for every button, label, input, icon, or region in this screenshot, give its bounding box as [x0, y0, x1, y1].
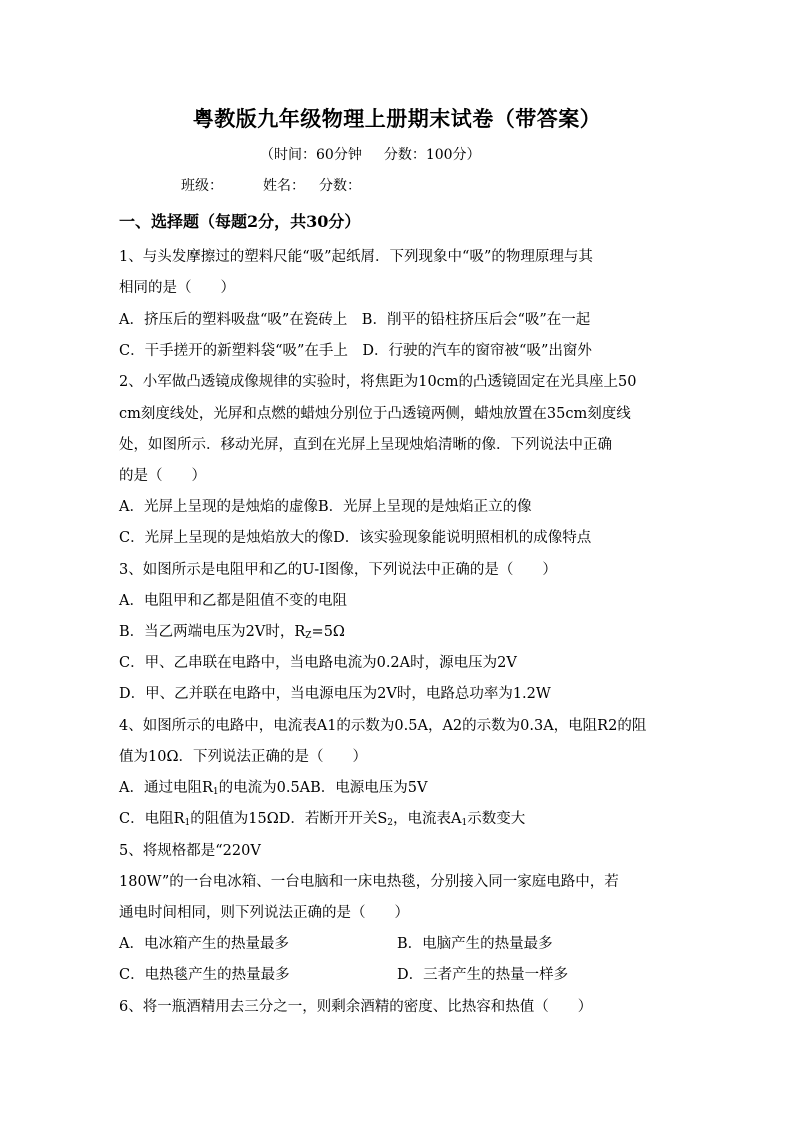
exam-total-score: 分数：100分）	[383, 147, 481, 163]
student-info	[181, 175, 361, 195]
q1-options-cd: C．干手搓开的新塑料袋“吸”在手上 D．行驶的汽车的窗帘被“吸”出窗外	[119, 343, 592, 359]
q4-options-ab	[119, 778, 428, 802]
q4-option-d-tail: 示数变大	[467, 811, 526, 827]
q2-options-cd: C．光屏上呈现的是烛焰放大的像D．该实验现象能说明照相机的成像特点	[119, 530, 592, 546]
q6-stem-line1: 6、将一瓶酒精用去三分之一，则剩余酒精的密度、比热容和热值（ ）	[119, 999, 593, 1015]
q3-option-c: C．甲、乙串联在电路中，当电路电流为0.2A时，源电压为2V	[119, 655, 517, 671]
q5-option-b: B．电脑产生的热量最多	[397, 936, 553, 952]
q1-options-ab: A．挤压后的塑料吸盘“吸”在瓷砖上 B．削平的铅柱挤压后会“吸”在一起	[119, 312, 591, 328]
q4-option-c-mid: 的阻值为15ΩD．若断开开关S	[190, 811, 388, 827]
class-label: 班级：	[181, 178, 223, 194]
q4-stem-line2: 值为10Ω．下列说法正确的是（ ）	[119, 749, 367, 765]
q2-stem-line3: 处，如图所示．移动光屏，直到在光屏上呈现烛焰清晰的像．下列说法中正确	[119, 437, 612, 453]
exam-time: （时间：60分钟	[260, 147, 362, 163]
q3-option-b-text: B．当乙两端电压为2V时，R	[119, 624, 306, 640]
q4-option-d-subscript-a: 1	[461, 818, 468, 828]
q4-option-c-subscript: 1	[184, 818, 191, 828]
q3-option-b	[119, 622, 345, 646]
q3-option-b-subscript: Z	[305, 631, 312, 641]
score-label: 分数：	[319, 178, 361, 194]
q2-options-ab: A．光屏上呈现的是烛焰的虚像B．光屏上呈现的是烛焰正立的像	[119, 499, 532, 515]
q3-option-a: A．电阻甲和乙都是阻值不变的电阻	[119, 593, 347, 609]
q2-stem-line1: 2、小军做凸透镜成像规律的实验时，将焦距为10cm的凸透镜固定在光具座上50	[119, 374, 637, 390]
q4-option-a-text: A．通过电阻R	[119, 780, 213, 796]
q2-stem-line4: 的是（ ）	[119, 468, 206, 484]
page-title: 粤教版九年级物理上册期末试卷（带答案）	[192, 106, 602, 131]
q3-option-b-tail: =5Ω	[311, 624, 345, 640]
q4-option-a-tail: 的电流为0.5AB．电源电压为5V	[218, 780, 428, 796]
q5-option-c: C．电热毯产生的热量最多	[119, 967, 290, 983]
q4-option-c-text: C．电阻R	[119, 811, 185, 827]
q5-stem-line2: 180W”的一台电冰箱、一台电脑和一床电热毯，分别接入同一家庭电路中，若	[119, 874, 619, 890]
name-label: 姓名：	[263, 178, 305, 194]
q5-stem-line3: 通电时间相同，则下列说法正确的是（ ）	[119, 905, 409, 921]
q2-stem-line2: cm刻度线处，光屏和点燃的蜡烛分别位于凸透镜两侧，蜡烛放置在35cm刻度线	[119, 406, 631, 422]
q3-stem-line1: 3、如图所示是电阻甲和乙的U-I图像，下列说法中正确的是（ ）	[119, 562, 557, 578]
q4-option-d-subscript-s: 2	[387, 818, 394, 828]
q4-option-a-subscript: 1	[212, 787, 219, 797]
q5-stem-line1: 5、将规格都是“220V	[119, 843, 261, 859]
exam-meta	[260, 144, 481, 164]
q4-options-cd	[119, 809, 525, 833]
q1-stem-line2: 相同的是（ ）	[119, 280, 235, 296]
q5-option-a: A．电冰箱产生的热量最多	[119, 936, 289, 952]
q1-stem-line1: 1、与头发摩擦过的塑料尺能“吸”起纸屑．下列现象中“吸”的物理原理与其	[119, 249, 593, 265]
q4-stem-line1: 4、如图所示的电路中，电流表A1的示数为0.5A，A2的示数为0.3A，电阻R2的阻	[119, 718, 647, 734]
q5-option-d: D．三者产生的热量一样多	[397, 967, 569, 983]
q3-option-d: D．甲、乙并联在电路中，当电源电压为2V时，电路总功率为1.2W	[119, 686, 551, 702]
q4-option-d-mid: ，电流表A	[393, 811, 462, 827]
section-heading: 一、选择题（每题2分，共30分）	[119, 212, 361, 231]
